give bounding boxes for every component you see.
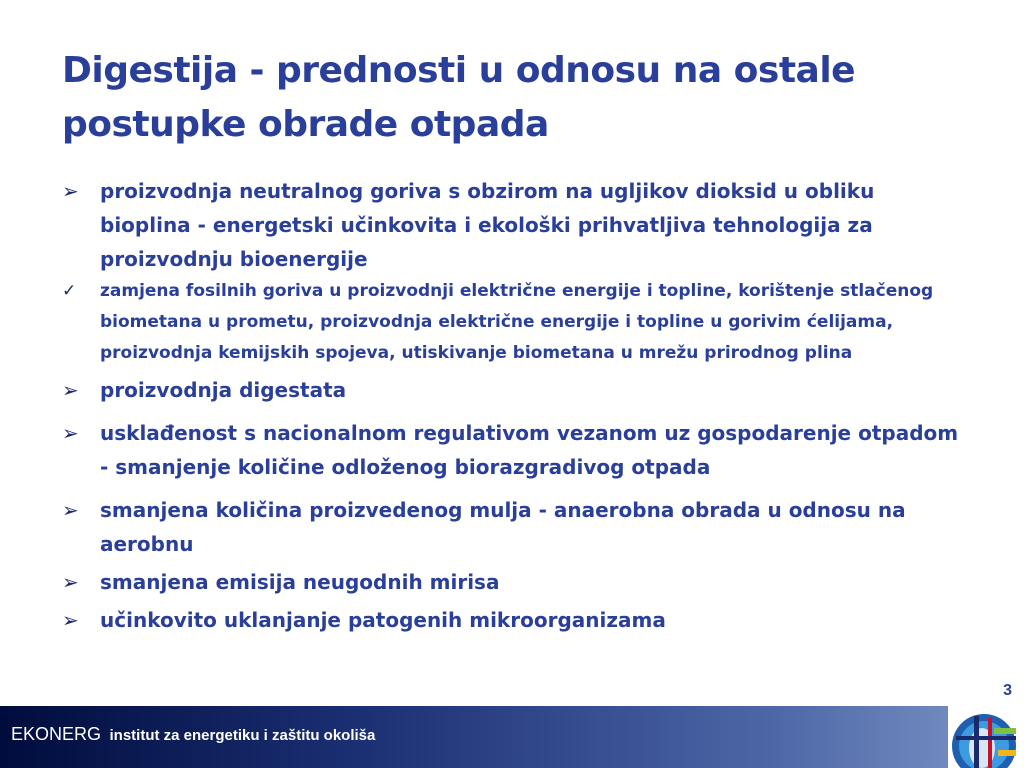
bullet-text: zamjena fosilnih goriva u proizvodnji električne energije i topline, korištenje stlačenog biometana u prometu, proizvodnja električne energije i topline u gorivim ćelijama, proizvodnja kemijskih spojeva, utiskivanje biometana u mrežu prirodnog plina <box>100 281 934 363</box>
list-item <box>62 373 962 407</box>
checkmark-bullet-icon: ✓ <box>62 281 77 301</box>
bullet-text: smanjena emisija neugodnih mirisa <box>100 570 500 594</box>
list-item <box>62 276 962 369</box>
footer-bar <box>0 706 1024 768</box>
page-number: 3 <box>1003 682 1012 699</box>
bullet-text: usklađenost s nacionalnom regulativom vezanom uz gospodarenje otpadom - smanjenje količine odloženog biorazgradivog otpada <box>100 421 959 479</box>
slide-title: Digestija - prednosti u odnosu na ostale postupke obrade otpada <box>62 50 856 145</box>
bullet-text: proizvodnja neutralnog goriva s obzirom na ugljikov dioksid u obliku bioplina - energetski učinkovita i ekološki prihvatljiva tehnologija za proizvodnju bioenergije <box>100 179 875 271</box>
bullet-text: učinkovito uklanjanje patogenih mikroorganizama <box>100 608 666 632</box>
list-item <box>62 416 962 484</box>
arrow-bullet-icon: ➢ <box>62 608 79 632</box>
arrow-bullet-icon: ➢ <box>62 378 79 402</box>
arrow-bullet-icon: ➢ <box>62 179 79 203</box>
arrow-bullet-icon: ➢ <box>62 421 79 445</box>
footer-subtitle: institut za energetiku i zaštitu okoliša <box>109 727 376 744</box>
ekonerg-logo-icon <box>948 706 1024 768</box>
list-item <box>62 603 962 637</box>
globe-logo-icon <box>948 706 1024 768</box>
list-item <box>62 565 962 599</box>
list-item <box>62 174 962 276</box>
footer-text <box>11 724 375 745</box>
list-item <box>62 493 962 561</box>
bullet-list <box>62 174 962 637</box>
arrow-bullet-icon: ➢ <box>62 570 79 594</box>
footer-brand: EKONERG <box>11 724 102 744</box>
bullet-text: smanjena količina proizvedenog mulja - anaerobna obrada u odnosu na aerobnu <box>100 498 906 556</box>
bullet-text: proizvodnja digestata <box>100 378 347 402</box>
arrow-bullet-icon: ➢ <box>62 498 79 522</box>
